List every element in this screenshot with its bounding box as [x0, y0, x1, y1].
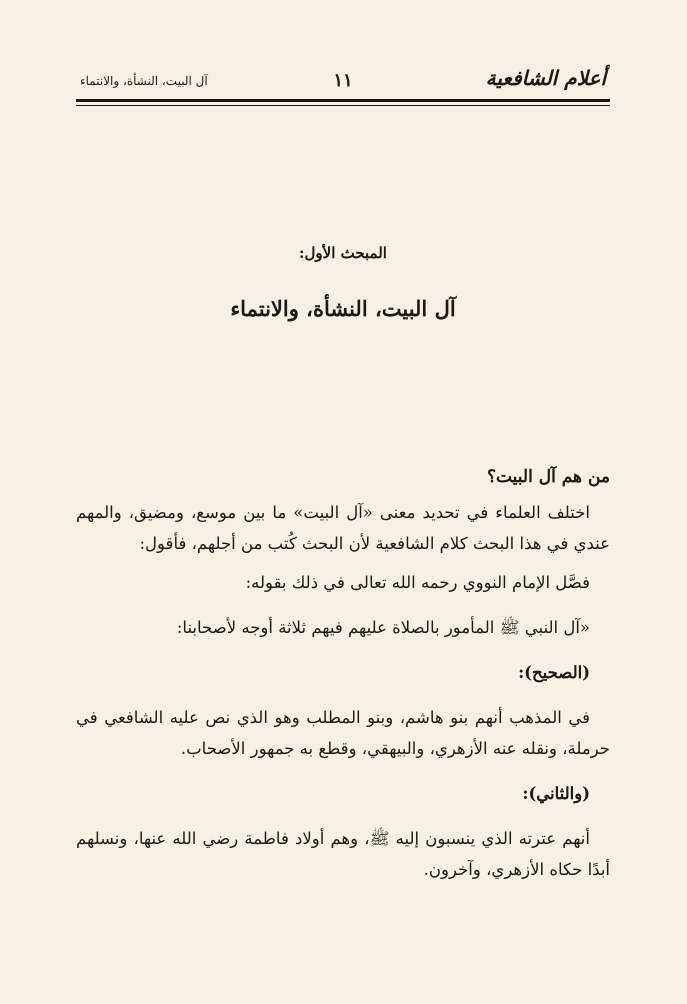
header-rule-thick: [76, 99, 610, 102]
section-label: المبحث الأول:: [299, 244, 387, 262]
section-title: آل البيت، النشأة، والانتماء: [230, 296, 456, 321]
subheading-sahih: (الصحيح):: [518, 663, 590, 682]
page-header: [76, 62, 610, 102]
header-rule-thin: [76, 105, 610, 106]
body-text: [76, 462, 610, 893]
book-title: أعلام الشافعية: [485, 66, 606, 90]
running-chapter-title: آل البيت، النشأة، والانتماء: [80, 74, 208, 88]
paragraph: في المذهب أنهم بنو هاشم، وبنو المطلب وهو الذي نص عليه الشافعي في حرملة، ونقله عنه الأزهري، والبيهقي، وقطع به جمهور الأصحاب.: [76, 708, 610, 758]
page-number: ١١: [333, 70, 353, 91]
quote-paragraph: «آل النبي ﷺ المأمور بالصلاة عليهم فيهم ثلاثة أوجه لأصحابنا:: [176, 618, 590, 637]
paragraph: فصَّل الإمام النووي رحمه الله تعالى في ذلك بقوله:: [245, 573, 590, 592]
subheading-second: (والثاني):: [522, 784, 590, 803]
paragraph: أنهم عترته الذي ينسبون إليه ﷺ، وهم أولاد فاطمة رضي الله عنها، ونسلهم أبدًا حكاه الأزهري، وآخرون.: [76, 829, 610, 879]
question-heading: من هم آل البيت؟: [486, 467, 610, 487]
paragraph: اختلف العلماء في تحديد معنى «آل البيت» ما بين موسع، ومضيق، والمهم عندي في هذا البحث كلام الشافعية لأن البحث كُتب من أجلهم، فأقول:: [76, 503, 610, 553]
